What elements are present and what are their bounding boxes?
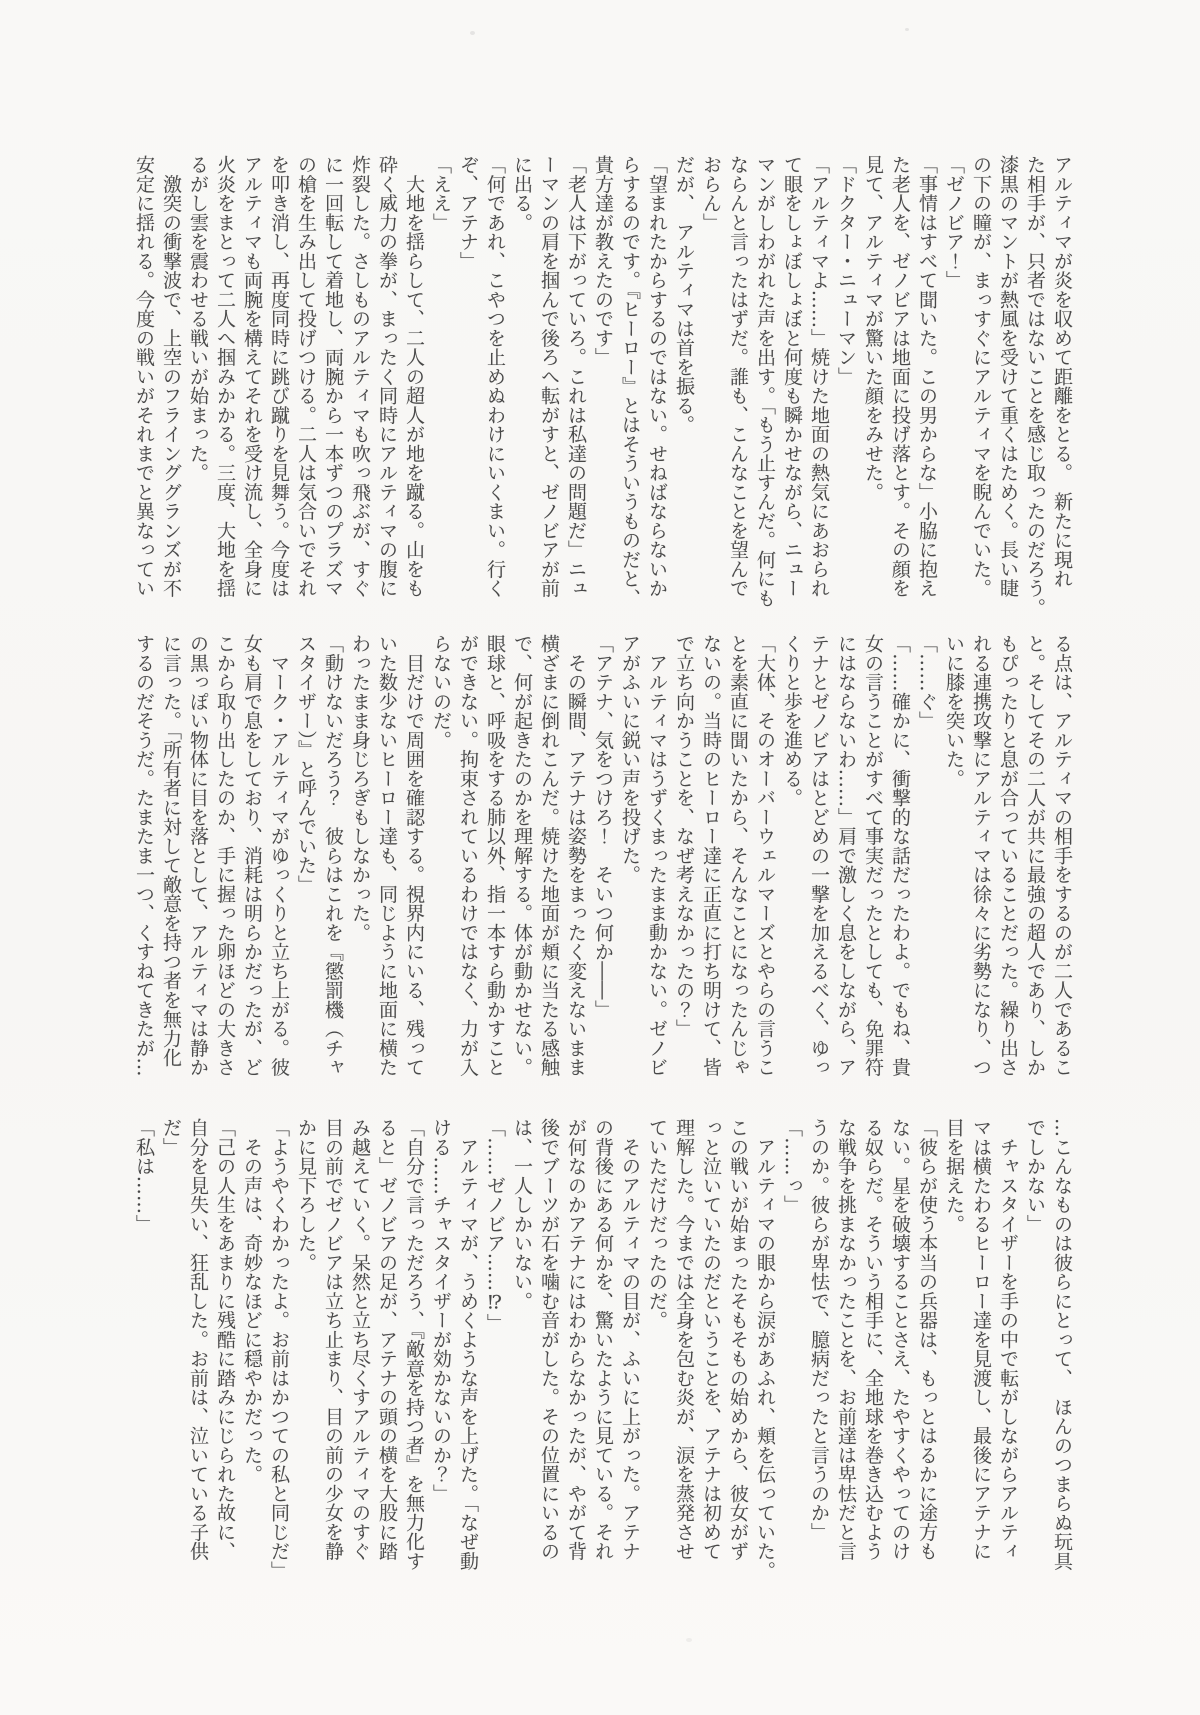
text-column: る奴らだ。そういう相手に、全地球を巻き込むよう: [862, 1118, 884, 1561]
text-column: だが、 アルティマは首を振る。: [673, 155, 695, 435]
text-band-bottom: [130, 1118, 1075, 1580]
text-column: マは横たわるヒーロー達を見渡し、最後にアテナに: [970, 1118, 992, 1561]
text-column: その声は、奇妙なほどに穏やかだった。: [241, 1118, 263, 1484]
text-column: 「アルティマよ……」焼けた地面の熱気にあおられ: [808, 155, 830, 598]
text-column: 「老人は下がっていろ。これは私達の問題だ」ニュ: [565, 155, 587, 598]
text-column: 目だけで周囲を確認する。視界内にいる、残って: [403, 634, 425, 1077]
text-column: 「大体、そのオーバーウェルマーズとやらの言うこ: [754, 634, 776, 1077]
text-column: テナとゼノビアはとどめの一撃を加えるべく、ゆっ: [808, 634, 830, 1077]
text-column: かに見下ろした。: [295, 1118, 317, 1272]
text-column: ならんと言ったはずだ。誰も、こんなことを望んで: [727, 155, 749, 598]
text-column: ができない。拘束されているわけではなく、力が入: [457, 634, 479, 1077]
text-column: ないの。当時のヒーロー達に正直に打ち明けて、皆: [700, 634, 722, 1077]
text-column: ると」ゼノビアの足が、アテナの頭の横を大股に踏: [376, 1118, 398, 1561]
text-column: 炸裂した。さしものアルティマも吹っ飛ぶが、すぐ: [349, 155, 371, 598]
text-column: ぞ、アテナ」: [457, 155, 479, 271]
text-column: だ」: [160, 1118, 182, 1157]
text-column: 「……確かに、衝撃的な話だったわよ。でもね、貴: [889, 634, 911, 1077]
text-column: 「自分で言っただろう、『敵意を持つ者』を無力化す: [403, 1118, 425, 1571]
text-column: 横ざまに倒れこんだ。焼けた地面が頬に当たる感触: [538, 634, 560, 1077]
text-column: 安定に揺れる。今度の戦いがそれまでと異なってい: [133, 155, 155, 598]
text-column: にはならないわ……」肩で激しく息をしながら、ア: [835, 634, 857, 1077]
text-column: もぴったりと息が合っていることだった。繰り出さ: [997, 634, 1019, 1077]
text-column: とを素直に聞いたから、そんなことになったんじゃ: [727, 634, 749, 1077]
text-column: おらん」: [700, 155, 722, 232]
text-column: が何なのかアテナにはわからなかったが、やがて背: [565, 1118, 587, 1561]
text-column: 「望まれたからするのではない。せねばならないか: [646, 155, 668, 598]
text-column: た相手が、只者ではないことを感じ取ったのだろう。: [1024, 155, 1046, 617]
text-column: 理解した。今までは全身を包む炎が、涙を蒸発させ: [673, 1118, 695, 1561]
text-column: 「ええ」: [430, 155, 452, 232]
text-column: るがし雲を震わせる戦いが始まった。: [187, 155, 209, 483]
text-column: 眼球と、呼吸をする肺以外、指一本すら動かすこと: [484, 634, 506, 1077]
text-column: る点は、アルティマの相手をするのが二人であるこ: [1051, 634, 1073, 1077]
text-column: で、何が起きたのかを理解する。体が動かせない。: [511, 634, 533, 1077]
text-column: 目の前でゼノビアは立ち止まり、目の前の少女を静: [322, 1118, 344, 1561]
text-column: に出る。: [511, 155, 533, 232]
text-column: ない。星を破壊することさえ、たやすくやってのけ: [889, 1118, 911, 1561]
text-column: っと泣いていたのだということを、アテナは初めて: [700, 1118, 722, 1561]
text-column: ける……チャスタイザーが効かないのか？」: [430, 1118, 452, 1503]
text-column: に一回転して着地し、両腕から一本ずつのプラズマ: [322, 155, 344, 598]
text-column: らするのです。『ヒーロー』とはそういうものだと、: [619, 155, 641, 608]
text-column: 女も肩で息をしており、消耗は明らかだったが、ど: [241, 634, 263, 1077]
text-column: 女の言うことがすべて事実だったとしても、免罪符: [862, 634, 884, 1077]
text-column: ーマンの肩を掴んで後ろへ転がすと、ゼノビアが前: [538, 155, 560, 598]
text-column: 「動けないだろう？ 彼らはこれを『懲罰機（チャ: [322, 634, 344, 1077]
text-column: こから取り出したのか、手に握った卵ほどの大きさ: [214, 634, 236, 1077]
text-column: アルティマも両腕を構えてそれを受け流し、全身に: [241, 155, 263, 598]
text-column: 貴方達が教えたのです」: [592, 155, 614, 367]
scan-speck: [905, 28, 909, 31]
text-column: を叩き消し、再度同時に跳び蹴りを見舞う。今度は: [268, 155, 290, 598]
text-column: 後でブーツが石を噛む音がした。その位置にいるの: [538, 1118, 560, 1561]
text-band-top: [130, 155, 1075, 617]
text-column: 「……ぐ」: [916, 634, 938, 731]
text-column: と。そしてその二人が共に最強の超人であり、しか: [1024, 634, 1046, 1077]
scan-speck: [686, 1638, 692, 1642]
text-column: て眼をしょぼしょぼと何度も瞬かせながら、ニュー: [781, 155, 803, 598]
text-column: 「ゼノビア！」: [943, 155, 965, 290]
text-column: た老人を、ゼノビアは地面に投げ落とす。その顔を: [889, 155, 911, 598]
text-column: の背後にある何かを、驚いたように見ている。それ: [592, 1118, 614, 1561]
text-column: 「……ゼノビア……⁉」: [484, 1118, 506, 1333]
text-column: アルティマが、うめくような声を上げた。「なぜ動: [457, 1118, 479, 1571]
text-column: の黒っぽい物体に目を落として、アルティマは静か: [187, 634, 209, 1077]
text-column: 漆黒のマントが熱風を受けて重くはためく。長い睫: [997, 155, 1019, 598]
text-column: な戦争を挑まなかったことを、お前達は卑怯だと言: [835, 1118, 857, 1561]
text-column: 「ようやくわかったよ。お前はかつての私と同じだ」: [268, 1118, 290, 1580]
text-column: 大地を揺らして、二人の超人が地を蹴る。山をも: [403, 155, 425, 598]
text-column: 「ドクター・ニューマン」: [835, 155, 857, 386]
text-band-middle: [130, 634, 1075, 1084]
text-column: ていただけだったのだ。: [646, 1118, 668, 1330]
text-column: わったまま身じろぎもしなかった。: [349, 634, 371, 942]
text-column: アルティマはうずくまったまま動かない。ゼノビ: [646, 634, 668, 1077]
text-column: マーク・アルティマがゆっくりと立ち上がる。彼: [268, 634, 290, 1077]
text-column: アがふいに鋭い声を投げた。: [619, 634, 641, 885]
text-column: うのか。彼らが卑怯で、臆病だったと言うのか」: [808, 1118, 830, 1542]
text-column: で立ち向かうことを、なぜ考えなかったの？」: [673, 634, 695, 1039]
text-column: み越えていく。呆然と立ち尽くすアルティマのすぐ: [349, 1118, 371, 1561]
scan-speck: [470, 31, 475, 35]
text-column: 目を据えた。: [943, 1118, 965, 1234]
text-column: いた数少ないヒーロー達も、同じように地面に横た: [376, 634, 398, 1077]
text-column: 激突の衝撃波で、上空のフラインググランズが不: [160, 155, 182, 598]
text-column: アルティマの眼から涙があふれ、頬を伝っていた。: [754, 1118, 776, 1580]
text-column: 「彼らが使う本当の兵器は、もっとはるかに途方も: [916, 1118, 938, 1561]
text-column: この戦いが始まったそもそもの始めから、彼女がず: [727, 1118, 749, 1561]
text-column: …こんなものは彼らにとって、 ほんのつまらぬ玩具: [1051, 1118, 1073, 1571]
text-column: に言った。「所有者に対して敵意を持つ者を無力化: [160, 634, 182, 1068]
text-column: の槍を生み出して投げつける。二人は気合いでそれ: [295, 155, 317, 598]
text-column: でしかない」: [1024, 1118, 1046, 1234]
text-column: 「私は……」: [133, 1118, 155, 1234]
text-column: 自分を見失い、狂乱した。お前は、泣いている子供: [187, 1118, 209, 1561]
text-column: 火炎をまとって二人へ掴みかかる。三度、大地を揺: [214, 155, 236, 598]
text-column: 砕く威力の拳が、まったく同時にアルティマの腹に: [376, 155, 398, 598]
text-column: の下の瞳が、まっすぐにアルティマを睨んでいた。: [970, 155, 992, 598]
text-column: そのアルティマの目が、ふいに上がった。アテナ: [619, 1118, 641, 1561]
text-column: れる連携攻撃にアルティマは徐々に劣勢になり、つ: [970, 634, 992, 1077]
text-column: らないのだ。: [430, 634, 452, 750]
text-column: 「……っ」: [781, 1118, 803, 1215]
text-column: チャスタイザーを手の中で転がしながらアルティ: [997, 1118, 1019, 1561]
text-column: 見て、アルティマが驚いた顔をみせた。: [862, 155, 884, 502]
text-column: いに膝を突いた。: [943, 634, 965, 788]
text-column: は、一人しかいない。: [511, 1118, 533, 1311]
text-column: 「何であれ、こやつを止めぬわけにいくまい。行く: [484, 155, 506, 598]
text-column: 「己の人生をあまりに残酷に踏みにじられた故に、: [214, 1118, 236, 1561]
text-column: 「事情はすべて聞いた。この男からな」小脇に抱え: [916, 155, 938, 598]
text-column: 「アテナ、気をつけろ！ そいつ何か――」: [592, 634, 614, 1019]
text-column: アルティマが炎を収めて距離をとる。 新たに現れ: [1051, 155, 1073, 589]
text-column: スタイザー）』と呼んでいた」: [295, 634, 317, 894]
text-column: するのだそうだ。たまたま一つ、くすねてきたが…: [133, 634, 155, 1077]
text-column: くりと歩を進める。: [781, 634, 803, 808]
text-column: その瞬間、アテナは姿勢をまったく変えないまま: [565, 634, 587, 1077]
text-column: マンがしわがれた声を出す。「もう止すんだ。何にも: [754, 155, 776, 608]
